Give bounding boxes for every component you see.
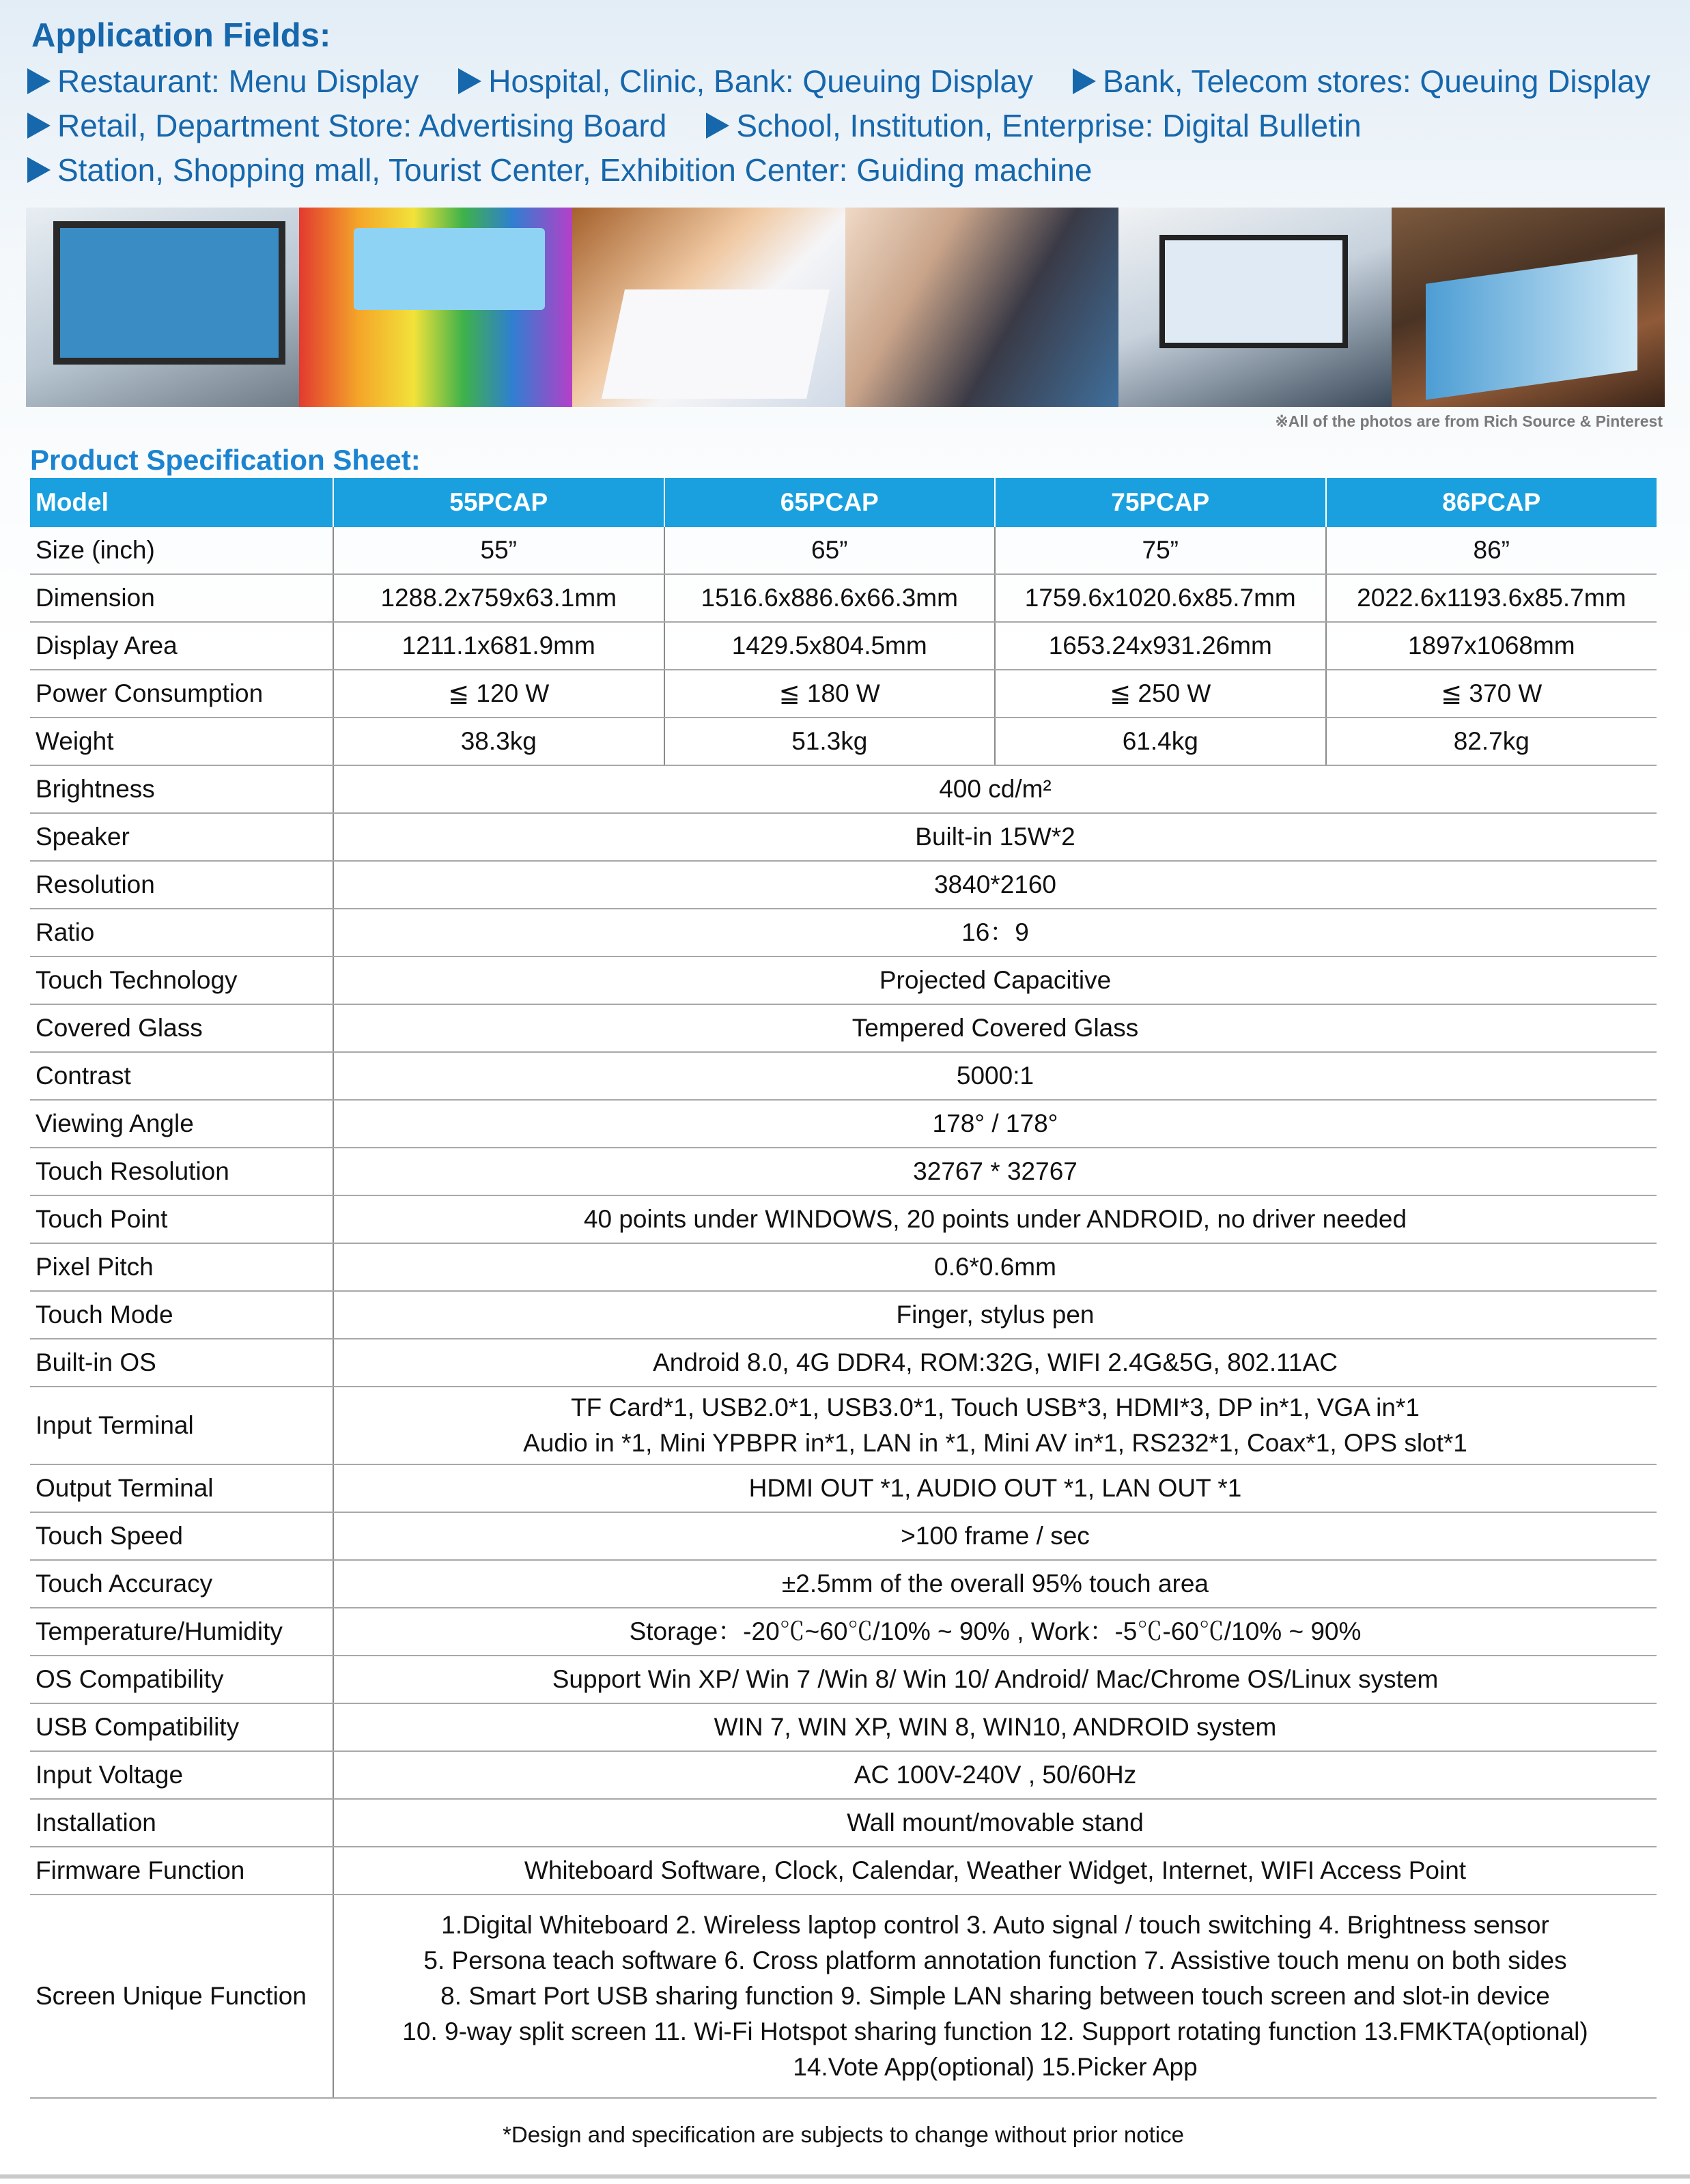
spec-value <box>333 1703 1657 1751</box>
spec-value <box>333 765 1657 813</box>
spec-label: USB Compatibility <box>30 1703 333 1751</box>
spec-label: OS Compatibility <box>30 1656 333 1703</box>
spec-value <box>333 813 1657 861</box>
spec-label: Input Terminal <box>30 1387 333 1464</box>
application-photo-strip <box>26 208 1665 407</box>
application-item <box>706 107 1361 144</box>
spec-value-line: >100 frame / sec <box>901 1522 1090 1550</box>
spec-label: Weight <box>30 718 333 765</box>
spec-label: Power Consumption <box>30 670 333 718</box>
spec-body <box>30 527 1657 2098</box>
spec-label: Input Voltage <box>30 1751 333 1799</box>
header-model: Model <box>30 478 333 527</box>
spec-value <box>333 1195 1657 1243</box>
spec-value-line: 5000:1 <box>956 1062 1034 1090</box>
spec-row <box>30 1656 1657 1703</box>
spec-value-line: Storage：-20℃~60℃/10% ~ 90% , Work：-5℃-60℃/10% ~ 90% <box>629 1617 1362 1645</box>
spec-label: Display Area <box>30 622 333 670</box>
spec-value-line: 32767 * 32767 <box>913 1157 1078 1185</box>
spec-value <box>333 1339 1657 1387</box>
spec-row <box>30 670 1657 718</box>
spec-value <box>333 1656 1657 1703</box>
spec-value-line: 14.Vote App(optional) 15.Picker App <box>793 2053 1198 2081</box>
spec-label: Touch Resolution <box>30 1148 333 1195</box>
spec-value-line: Built-in 15W*2 <box>915 823 1075 851</box>
spec-label: Pixel Pitch <box>30 1243 333 1291</box>
spec-value <box>333 1100 1657 1148</box>
spec-value: 1516.6x886.6x66.3mm <box>664 574 996 622</box>
spec-label: Dimension <box>30 574 333 622</box>
spec-value-line: Wall mount/movable stand <box>847 1809 1144 1836</box>
spec-label: Touch Accuracy <box>30 1560 333 1608</box>
spec-value: 1897x1068mm <box>1326 622 1657 670</box>
header-75pcap: 75PCAP <box>995 478 1326 527</box>
spec-row <box>30 909 1657 956</box>
spec-value-line: 0.6*0.6mm <box>934 1253 1056 1281</box>
spec-value-line: Projected Capacitive <box>879 966 1112 994</box>
application-item <box>27 107 666 144</box>
spec-header-row <box>30 478 1657 527</box>
spec-label: Speaker <box>30 813 333 861</box>
spec-value: 75” <box>995 527 1326 574</box>
spec-label: Screen Unique Function <box>30 1895 333 2098</box>
spec-value <box>333 1052 1657 1100</box>
header-55pcap: 55PCAP <box>333 478 664 527</box>
spec-value-line: Tempered Covered Glass <box>851 1014 1139 1042</box>
spec-row <box>30 1291 1657 1339</box>
photo-women-touch-table <box>845 208 1118 407</box>
spec-value: 1211.1x681.9mm <box>333 622 664 670</box>
spec-value-line: Audio in *1, Mini YPBPR in*1, LAN in *1, Mini AV in*1, RS232*1, Coax*1, OPS slot*1 <box>523 1429 1467 1457</box>
spec-label: Touch Point <box>30 1195 333 1243</box>
application-row <box>27 59 1680 103</box>
application-item <box>1073 63 1650 100</box>
header-86pcap: 86PCAP <box>1326 478 1657 527</box>
spec-value-line: 178° / 178° <box>932 1109 1058 1137</box>
spec-value-line: TF Card*1, USB2.0*1, USB3.0*1, Touch USB*3, HDMI*3, DP in*1, VGA in*1 <box>571 1393 1420 1421</box>
spec-value <box>333 1291 1657 1339</box>
application-fields-list <box>27 59 1680 192</box>
photo-kids-colorful-display <box>299 208 572 407</box>
spec-value: 51.3kg <box>664 718 996 765</box>
spec-value-line: 3840*2160 <box>933 870 1057 898</box>
spec-row <box>30 861 1657 909</box>
spec-label: Temperature/Humidity <box>30 1608 333 1656</box>
spec-value-line: Android 8.0, 4G DDR4, ROM:32G, WIFI 2.4G&5G, 802.11AC <box>653 1348 1338 1376</box>
play-arrow-icon <box>458 68 481 94</box>
spec-row <box>30 1195 1657 1243</box>
spec-value: 55” <box>333 527 664 574</box>
spec-value-line: Whiteboard Software, Clock, Calendar, Weather Widget, Internet, WIFI Access Point <box>524 1856 1467 1884</box>
spec-row <box>30 1243 1657 1291</box>
spec-value-line: 16：9 <box>961 918 1029 946</box>
spec-value <box>333 1847 1657 1895</box>
spec-row <box>30 1148 1657 1195</box>
spec-value <box>333 909 1657 956</box>
spec-value: 65” <box>664 527 996 574</box>
spec-sheet-title: Product Specification Sheet: <box>30 444 421 476</box>
application-item-label: Restaurant: Menu Display <box>57 63 419 99</box>
spec-row <box>30 1387 1657 1464</box>
spec-label: Ratio <box>30 909 333 956</box>
spec-value-line: 8. Smart Port USB sharing function 9. Simple LAN sharing between touch screen and slot-in device <box>440 1982 1550 2010</box>
photo-kids-touch-table <box>572 208 845 407</box>
application-item <box>458 63 1033 100</box>
spec-value: 38.3kg <box>333 718 664 765</box>
spec-value: 1429.5x804.5mm <box>664 622 996 670</box>
spec-value-line: 40 points under WINDOWS, 20 points under ANDROID, no driver needed <box>583 1205 1407 1233</box>
spec-value <box>333 1799 1657 1847</box>
spec-value-line: Support Win XP/ Win 7 /Win 8/ Win 10/ Android/ Mac/Chrome OS/Linux system <box>552 1665 1439 1693</box>
spec-value: 86” <box>1326 527 1657 574</box>
play-arrow-icon <box>1073 68 1096 94</box>
spec-label: Contrast <box>30 1052 333 1100</box>
application-item-label: Station, Shopping mall, Tourist Center, Exhibition Center: Guiding machine <box>57 152 1093 188</box>
spec-label: Touch Mode <box>30 1291 333 1339</box>
spec-label: Viewing Angle <box>30 1100 333 1148</box>
application-row <box>27 103 1680 147</box>
spec-row <box>30 574 1657 622</box>
spec-value: 1653.24x931.26mm <box>995 622 1326 670</box>
spec-row <box>30 956 1657 1004</box>
photo-touch-table-meeting <box>1392 208 1665 407</box>
spec-value <box>333 861 1657 909</box>
spec-value-line: AC 100V-240V , 50/60Hz <box>854 1761 1137 1789</box>
spec-value <box>333 1608 1657 1656</box>
spec-row <box>30 1004 1657 1052</box>
spec-value <box>333 1464 1657 1512</box>
spec-row <box>30 718 1657 765</box>
spec-label: Size (inch) <box>30 527 333 574</box>
spec-row <box>30 1751 1657 1799</box>
play-arrow-icon <box>706 113 729 139</box>
spec-value: ≦ 180 W <box>664 670 996 718</box>
application-fields-title: Application Fields: <box>31 17 331 54</box>
spec-row <box>30 1895 1657 2098</box>
spec-row <box>30 1339 1657 1387</box>
spec-value-line: WIN 7, WIN XP, WIN 8, WIN10, ANDROID system <box>714 1713 1277 1741</box>
spec-value-line: HDMI OUT *1, AUDIO OUT *1, LAN OUT *1 <box>748 1474 1242 1502</box>
spec-label: Covered Glass <box>30 1004 333 1052</box>
spec-row <box>30 1464 1657 1512</box>
spec-value-line: Finger, stylus pen <box>896 1301 1095 1329</box>
photo-classroom-touchscreen <box>26 208 299 407</box>
spec-value: ≦ 370 W <box>1326 670 1657 718</box>
spec-label: Firmware Function <box>30 1847 333 1895</box>
play-arrow-icon <box>27 68 51 94</box>
application-item-label: Bank, Telecom stores: Queuing Display <box>1102 63 1650 99</box>
spec-value <box>333 1387 1657 1464</box>
spec-value: 82.7kg <box>1326 718 1657 765</box>
spec-value <box>333 1560 1657 1608</box>
spec-row <box>30 1512 1657 1560</box>
spec-value: 2022.6x1193.6x85.7mm <box>1326 574 1657 622</box>
spec-value: ≦ 120 W <box>333 670 664 718</box>
spec-label: Resolution <box>30 861 333 909</box>
bottom-divider <box>0 2174 1690 2179</box>
spec-value: 1288.2x759x63.1mm <box>333 574 664 622</box>
spec-label: Built-in OS <box>30 1339 333 1387</box>
spec-table <box>30 478 1657 2099</box>
photo-office-presentation <box>1118 208 1392 407</box>
spec-value <box>333 1243 1657 1291</box>
spec-row <box>30 527 1657 574</box>
spec-row <box>30 1560 1657 1608</box>
spec-value-line: 5. Persona teach software 6. Cross platform annotation function 7. Assistive touch menu on both sides <box>423 1946 1567 1974</box>
photo-credit-note: ※All of the photos are from Rich Source & Pinterest <box>1275 412 1663 430</box>
application-row <box>27 147 1680 192</box>
application-item-label: Retail, Department Store: Advertising Board <box>57 107 667 143</box>
spec-value <box>333 1895 1657 2098</box>
spec-row <box>30 1052 1657 1100</box>
spec-row <box>30 622 1657 670</box>
play-arrow-icon <box>27 113 51 139</box>
spec-row <box>30 1608 1657 1656</box>
spec-value-line: 10. 9-way split screen 11. Wi-Fi Hotspot sharing function 12. Support rotating function 13.FMKTA(optional) <box>402 2017 1588 2045</box>
spec-value: ≦ 250 W <box>995 670 1326 718</box>
application-item-label: Hospital, Clinic, Bank: Queuing Display <box>488 63 1033 99</box>
spec-row <box>30 1799 1657 1847</box>
spec-row <box>30 765 1657 813</box>
spec-label: Touch Technology <box>30 956 333 1004</box>
spec-value <box>333 1751 1657 1799</box>
spec-value-line: 1.Digital Whiteboard 2. Wireless laptop control 3. Auto signal / touch switching 4. Brightness sensor <box>441 1911 1549 1939</box>
spec-value: 61.4kg <box>995 718 1326 765</box>
application-item-label: School, Institution, Enterprise: Digital Bulletin <box>736 107 1362 143</box>
spec-row <box>30 813 1657 861</box>
spec-row <box>30 1847 1657 1895</box>
spec-value <box>333 1512 1657 1560</box>
spec-row <box>30 1703 1657 1751</box>
spec-value <box>333 956 1657 1004</box>
footnote: *Design and specification are subjects to change without prior notice <box>503 2122 1184 2147</box>
spec-label: Touch Speed <box>30 1512 333 1560</box>
spec-value <box>333 1004 1657 1052</box>
spec-value-line: 400 cd/m² <box>939 775 1052 803</box>
spec-value <box>333 1148 1657 1195</box>
spec-value-line: ±2.5mm of the overall 95% touch area <box>782 1570 1209 1598</box>
spec-label: Brightness <box>30 765 333 813</box>
spec-row <box>30 1100 1657 1148</box>
header-65pcap: 65PCAP <box>664 478 996 527</box>
spec-label: Output Terminal <box>30 1464 333 1512</box>
spec-value: 1759.6x1020.6x85.7mm <box>995 574 1326 622</box>
application-item <box>27 152 1092 188</box>
application-item <box>27 63 419 100</box>
spec-label: Installation <box>30 1799 333 1847</box>
play-arrow-icon <box>27 157 51 183</box>
